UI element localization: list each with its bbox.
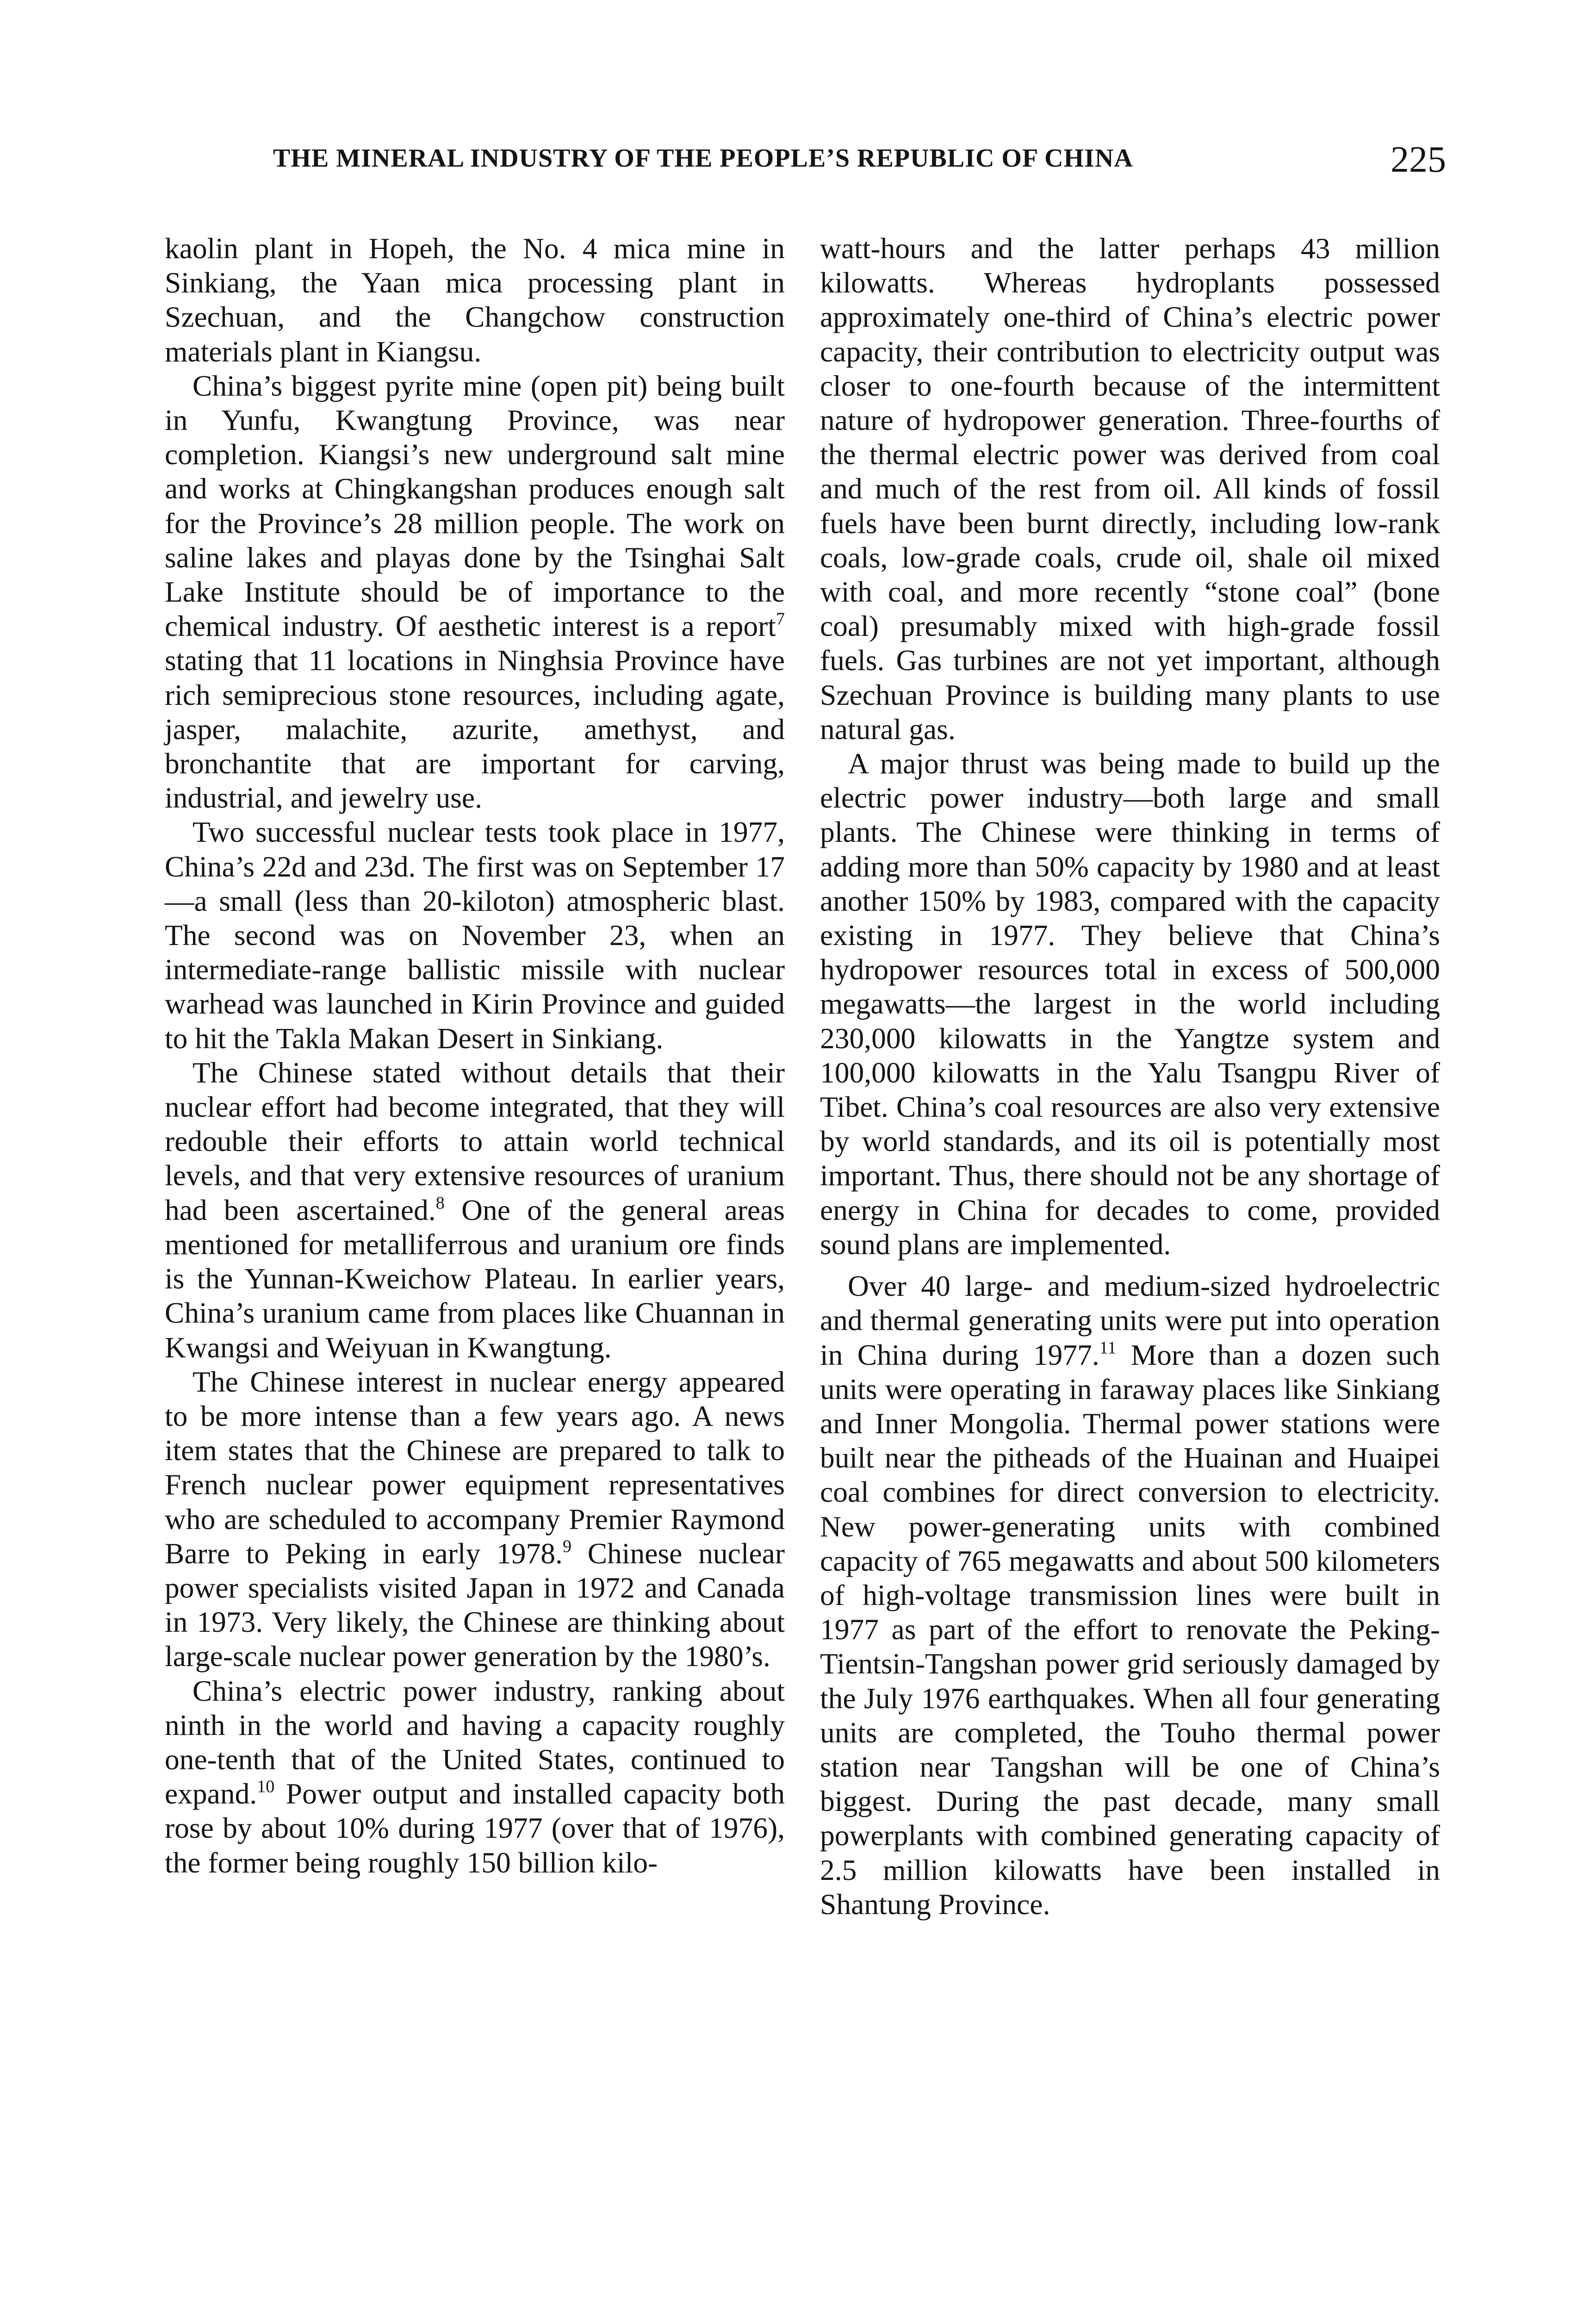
paragraph-text: Over 40 large- and medium-sized hydroelectric and thermal generating units were put into operation in China during 1977. bbox=[820, 1269, 1440, 1371]
paragraph bbox=[165, 1674, 785, 1880]
right-column bbox=[820, 231, 1440, 1922]
paragraph-text: More than a dozen such units were operating in faraway places like Sinkiang and Inner Mongolia. Thermal power stations were built near the pitheads of the Huainan and Huaipei coal combines for direct conversion to electricity. New power-generating units with combined capacity of 765 megawatts and about 500 kilometers of high-voltage transmission lines were built in 1977 as part of the effort to renovate the Peking-Tientsin-Tangshan power grid seriously damaged by the July 1976 earthquakes. When all four generating units are completed, the Touho thermal power station near Tangshan will be one of China’s biggest. During the past decade, many small powerplants with combined generating capacity of 2.5 million kilowatts have been installed in Shantung Province. bbox=[820, 1338, 1440, 1921]
paragraph: watt-hours and the latter perhaps 43 million kilowatts. Whereas hydroplants possessed approximately one-third of China’s electric power capacity, their contribution to electricity output was closer to one-fourth because of the intermittent nature of hydropower generation. Three-fourths of the thermal electric power was derived from coal and much of the rest from oil. All kinds of fossil fuels have been burnt directly, including low-rank coals, low-grade coals, crude oil, shale oil mixed with coal, and more recently “stone coal” (bone coal) presumably mixed with high-grade fossil fuels. Gas turbines are not yet important, although Szechuan Province is building many plants to use natural gas. bbox=[820, 232, 1440, 746]
paragraph-text: One of the general areas mentioned for metalliferrous and uranium ore finds is the Yunnan-Kweichow Plateau. In earlier years, China’s uranium came from places like Chuannan in Kwangsi and Weiyuan in Kwangtung. bbox=[165, 1193, 785, 1364]
footnote-ref: 8 bbox=[435, 1193, 445, 1213]
paragraph: A major thrust was being made to build up the electric power industry—both large and small plants. The Chinese were thinking in terms of adding more than 50% capacity by 1980 and at least another 150% by 1983, compared with the capacity existing in 1977. They believe that China’s hydropower resources total in excess of 500,000 megawatts—the largest in the world including 230,000 kilowatts in the Yangtze system and 100,000 kilowatts in the Yalu Tsangpu River of Tibet. China’s coal resources are also very extensive by world standards, and its oil is potentially most important. Thus, there should not be any shortage of energy in China for decades to come, provided sound plans are implemented. bbox=[820, 747, 1440, 1261]
paragraph-text: stating that 11 locations in Ninghsia Province have rich semiprecious stone resources, including agate, jasper, malachite, azurite, amethyst, and bronchantite that are important for carving, industrial, and jewelry use. bbox=[165, 644, 785, 815]
footnote-ref: 7 bbox=[776, 609, 785, 629]
paragraph-text: Chinese nuclear power specialists visited Japan in 1972 and Canada in 1973. Very likely, the Chinese are thinking about large-scale nuclear power generation by the 1980’s. bbox=[165, 1536, 785, 1673]
paragraph-text: Power output and installed capacity both rose by about 10% during 1977 (over that of 1976), the former being roughly 150 billion kilo- bbox=[165, 1777, 785, 1879]
left-column bbox=[165, 231, 785, 1880]
page-number: 225 bbox=[1391, 139, 1446, 180]
footnote-ref: 11 bbox=[1099, 1337, 1117, 1357]
paragraph bbox=[820, 1269, 1440, 1922]
paragraph: kaolin plant in Hopeh, the No. 4 mica mine in Sinkiang, the Yaan mica processing plant in Szechuan, and the Changchow construction materials plant in Kiangsu. bbox=[165, 232, 785, 368]
paragraph bbox=[165, 369, 785, 815]
paragraph-text: The Chinese stated without details that their nuclear effort had become integrated, that they will redouble their efforts to attain world technical levels, and that very extensive resources of uranium had been ascertained. bbox=[165, 1056, 785, 1226]
footnote-ref: 10 bbox=[257, 1777, 275, 1797]
paragraph bbox=[165, 1365, 785, 1674]
running-head-title: THE MINERAL INDUSTRY OF THE PEOPLE’S REPUBLIC OF CHINA bbox=[273, 144, 1133, 173]
paragraph bbox=[165, 1056, 785, 1365]
paragraph-text: The Chinese interest in nuclear energy appeared to be more intense than a few years ago. A news item states that the Chinese are prepared to talk to French nuclear power equipment representatives who are scheduled to accompany Premier Raymond Barre to Peking in early 1978. bbox=[165, 1365, 785, 1570]
paragraph: Two successful nuclear tests took place in 1977, China’s 22d and 23d. The first was on September 17—a small (less than 20-kiloton) atmospheric blast. The second was on November 23, when an intermediate-range ballistic missile with nuclear warhead was launched in Kirin Province and guided to hit the Takla Makan Desert in Sinkiang. bbox=[165, 815, 785, 1055]
paragraph-text: China’s electric power industry, ranking about ninth in the world and having a capacity roughly one-tenth that of the United States, continued to expand. bbox=[165, 1674, 785, 1810]
footnote-ref: 9 bbox=[562, 1536, 571, 1556]
paragraph-text: China’s biggest pyrite mine (open pit) being built in Yunfu, Kwangtung Province, was near completion. Kiangsi’s new underground salt mine and works at Chingkangshan produces enough salt for the Province’s 28 million people. The work on saline lakes and playas done by the Tsinghai Salt Lake Institute should be of importance to the chemical industry. Of aesthetic interest is a report bbox=[165, 369, 785, 643]
